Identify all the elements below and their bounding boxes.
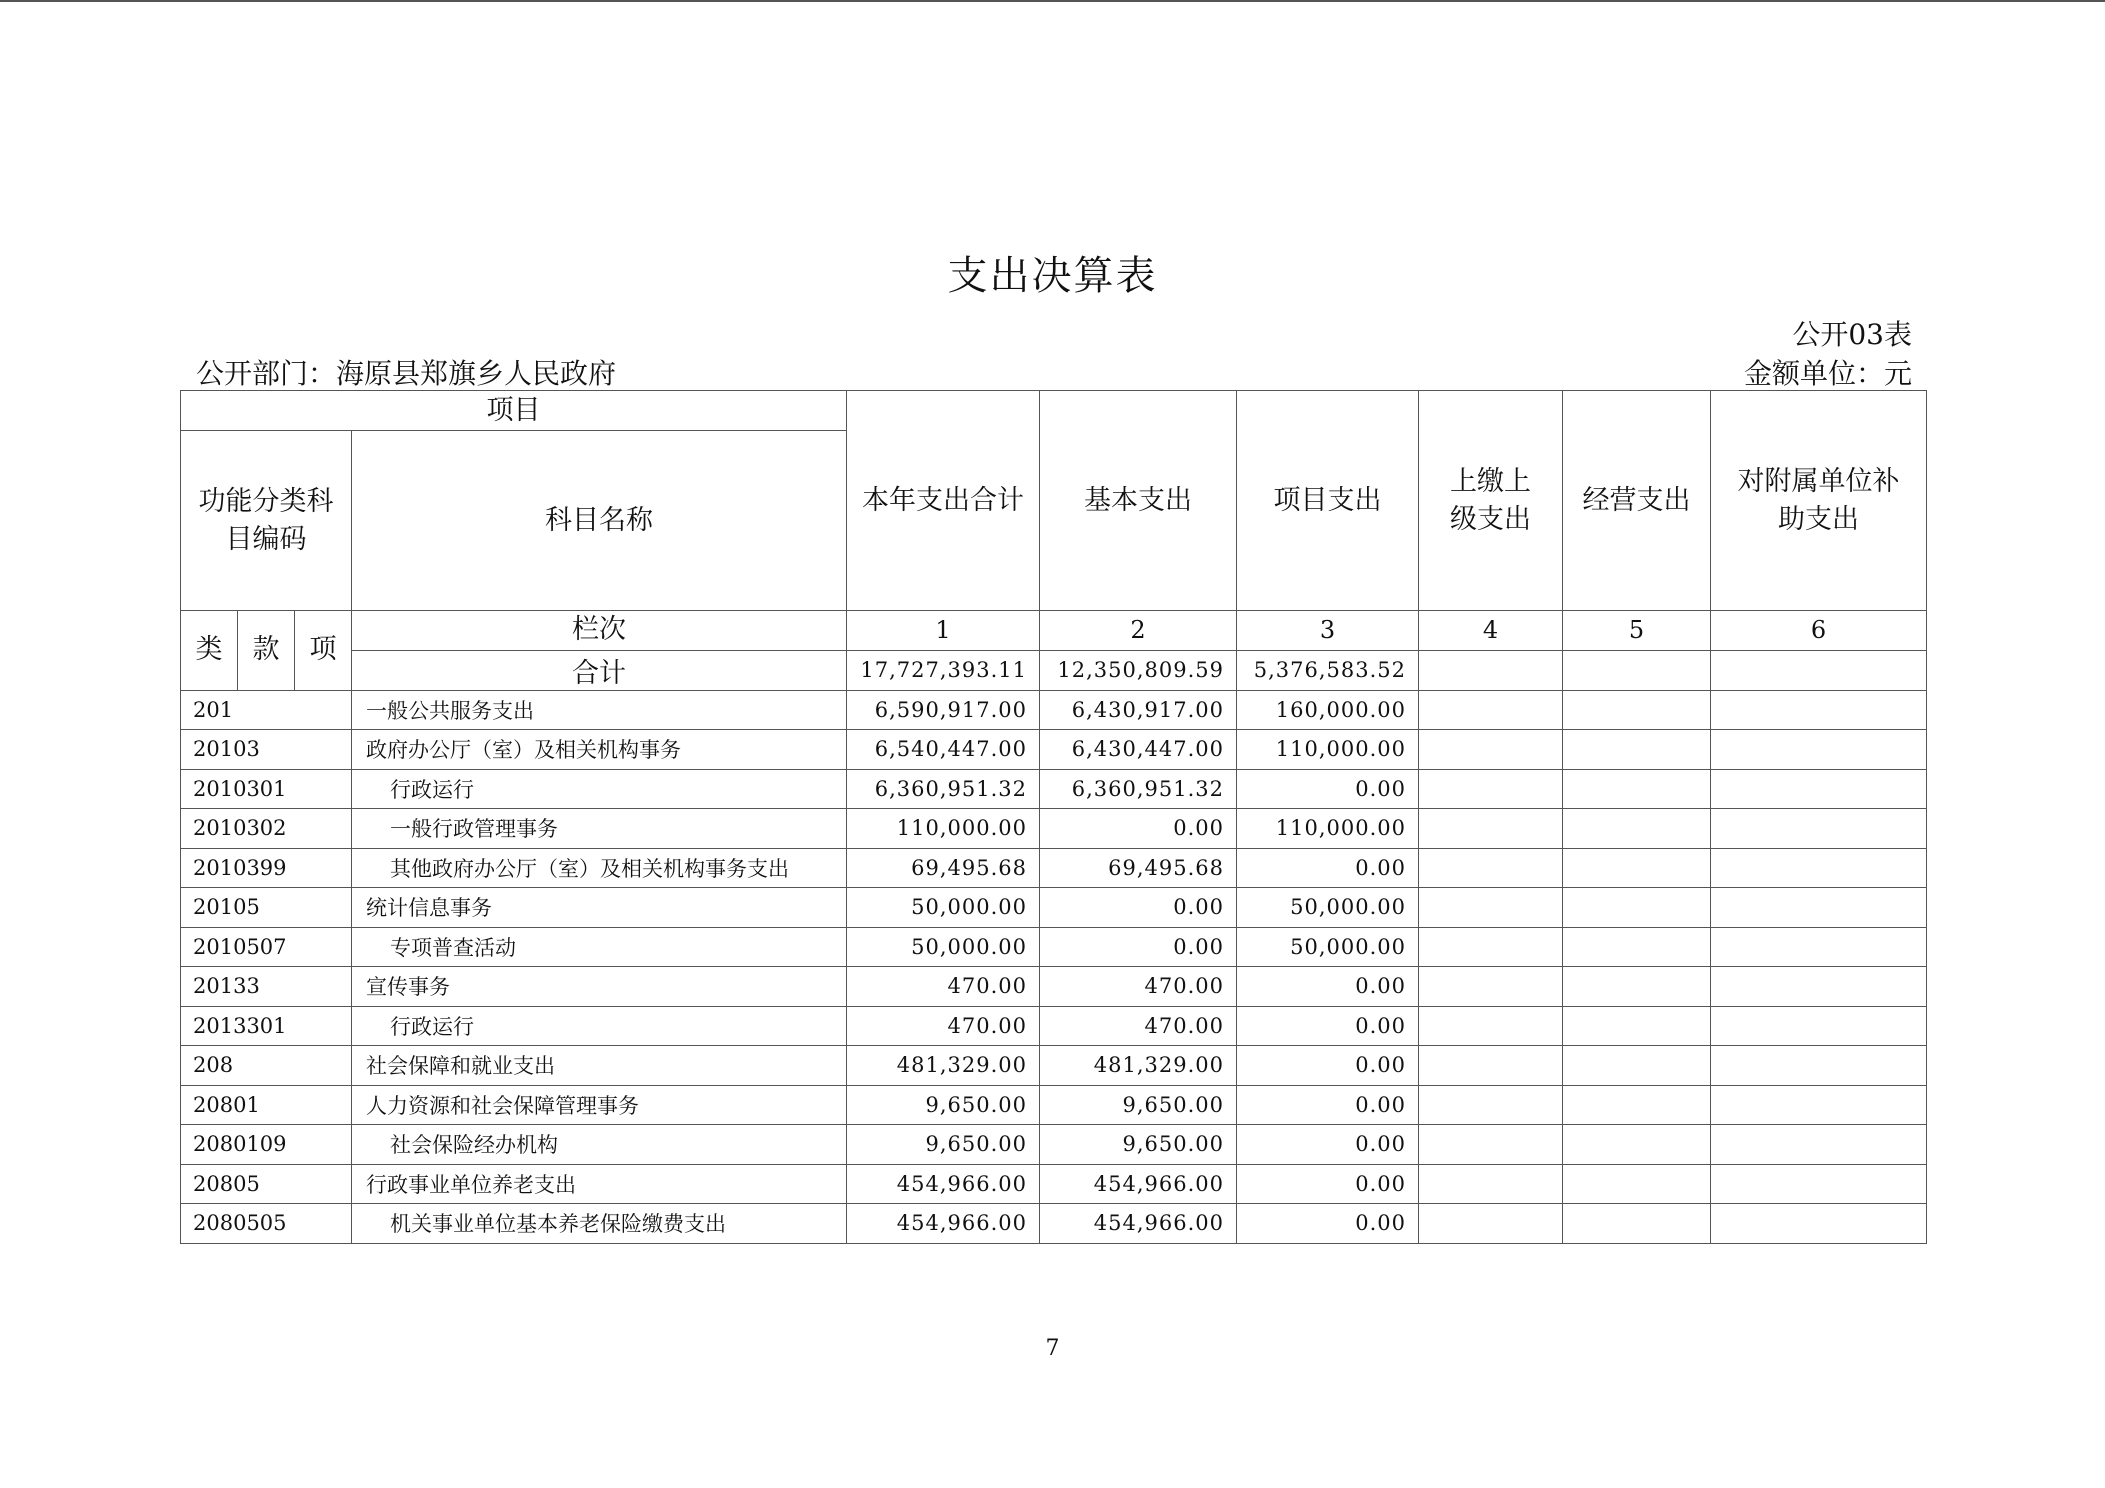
row-subject-name: 行政事业单位养老支出	[352, 1164, 847, 1204]
row-project: 50,000.00	[1237, 888, 1419, 928]
header-basic: 基本支出	[1040, 391, 1237, 611]
row-subject-name: 机关事业单位基本养老保险缴费支出	[352, 1204, 847, 1244]
row-project: 0.00	[1237, 1125, 1419, 1165]
row-project: 0.00	[1237, 1085, 1419, 1125]
total-amount: 17,727,393.11	[847, 650, 1040, 690]
row-project: 0.00	[1237, 848, 1419, 888]
row-project: 0.00	[1237, 1204, 1419, 1244]
row-basic: 470.00	[1040, 967, 1237, 1007]
row-business	[1563, 769, 1711, 809]
row-basic: 0.00	[1040, 888, 1237, 928]
row-subject-name: 政府办公厅（室）及相关机构事务	[352, 730, 847, 770]
row-business	[1563, 730, 1711, 770]
row-code: 2080109	[181, 1125, 352, 1165]
row-basic: 6,430,447.00	[1040, 730, 1237, 770]
row-upper	[1419, 1164, 1563, 1204]
row-total: 481,329.00	[847, 1046, 1040, 1086]
row-upper	[1419, 690, 1563, 730]
top-border-line	[0, 0, 2105, 2]
row-subject-name: 社会保险经办机构	[352, 1125, 847, 1165]
row-business	[1563, 1204, 1711, 1244]
row-total: 69,495.68	[847, 848, 1040, 888]
page-number: 7	[1045, 1336, 1060, 1361]
row-subject-name: 一般行政管理事务	[352, 809, 847, 849]
header-subsidy	[1711, 391, 1927, 611]
row-total: 470.00	[847, 967, 1040, 1007]
row-subject-name: 行政运行	[352, 1006, 847, 1046]
row-business	[1563, 690, 1711, 730]
table-row	[181, 730, 1927, 770]
row-subject-name: 一般公共服务支出	[352, 690, 847, 730]
row-upper	[1419, 967, 1563, 1007]
row-total: 110,000.00	[847, 809, 1040, 849]
row-project: 0.00	[1237, 1006, 1419, 1046]
row-subsidy	[1711, 1046, 1927, 1086]
header-func-code-text: 功能分类科目编码	[198, 485, 334, 555]
header-func-code	[181, 431, 352, 611]
row-basic: 454,966.00	[1040, 1164, 1237, 1204]
total-subsidy	[1711, 650, 1927, 690]
row-upper	[1419, 927, 1563, 967]
row-project: 160,000.00	[1237, 690, 1419, 730]
row-business	[1563, 927, 1711, 967]
row-total: 50,000.00	[847, 888, 1040, 928]
row-basic: 9,650.00	[1040, 1085, 1237, 1125]
row-basic: 0.00	[1040, 927, 1237, 967]
row-subject-name: 宣传事务	[352, 967, 847, 1007]
row-subsidy	[1711, 1204, 1927, 1244]
row-business	[1563, 888, 1711, 928]
row-code: 20805	[181, 1164, 352, 1204]
row-subject-name: 行政运行	[352, 769, 847, 809]
row-basic: 481,329.00	[1040, 1046, 1237, 1086]
table-row	[181, 927, 1927, 967]
table-row	[181, 1125, 1927, 1165]
header-upper-text: 上缴上级支出	[1450, 465, 1531, 535]
row-subject-name: 其他政府办公厅（室）及相关机构事务支出	[352, 848, 847, 888]
row-subsidy	[1711, 848, 1927, 888]
row-code: 20133	[181, 967, 352, 1007]
header-subsidy-text: 对附属单位补助支出	[1737, 465, 1900, 535]
row-subject-name: 人力资源和社会保障管理事务	[352, 1085, 847, 1125]
row-subsidy	[1711, 888, 1927, 928]
row-code: 2010302	[181, 809, 352, 849]
header-upper	[1419, 391, 1563, 611]
col-number: 3	[1237, 611, 1419, 651]
row-business	[1563, 809, 1711, 849]
row-upper	[1419, 1204, 1563, 1244]
row-project: 0.00	[1237, 1164, 1419, 1204]
row-business	[1563, 1006, 1711, 1046]
total-business	[1563, 650, 1711, 690]
row-project: 0.00	[1237, 1046, 1419, 1086]
row-subsidy	[1711, 809, 1927, 849]
row-upper	[1419, 848, 1563, 888]
department-label: 公开部门：海原县郑旗乡人民政府	[196, 357, 617, 390]
row-basic: 9,650.00	[1040, 1125, 1237, 1165]
row-subsidy	[1711, 1125, 1927, 1165]
row-subsidy	[1711, 730, 1927, 770]
row-total: 6,360,951.32	[847, 769, 1040, 809]
row-business	[1563, 1125, 1711, 1165]
row-project: 0.00	[1237, 769, 1419, 809]
row-upper	[1419, 888, 1563, 928]
row-total: 454,966.00	[847, 1204, 1040, 1244]
row-project: 110,000.00	[1237, 809, 1419, 849]
row-code: 2010399	[181, 848, 352, 888]
row-code: 2010301	[181, 769, 352, 809]
table-row	[181, 1204, 1927, 1244]
row-subsidy	[1711, 967, 1927, 1007]
row-business	[1563, 1085, 1711, 1125]
row-upper	[1419, 1006, 1563, 1046]
form-number: 公开03表	[1792, 318, 1912, 351]
header-xiang: 项	[295, 611, 352, 691]
table-row	[181, 809, 1927, 849]
row-business	[1563, 1164, 1711, 1204]
row-basic: 6,360,951.32	[1040, 769, 1237, 809]
col-number: 4	[1419, 611, 1563, 651]
header-item: 项目	[181, 391, 847, 431]
row-upper	[1419, 809, 1563, 849]
total-upper	[1419, 650, 1563, 690]
page-title: 支出决算表	[947, 253, 1158, 299]
table-row	[181, 1164, 1927, 1204]
row-total: 9,650.00	[847, 1125, 1040, 1165]
col-number: 5	[1563, 611, 1711, 651]
row-subsidy	[1711, 1164, 1927, 1204]
row-basic: 0.00	[1040, 809, 1237, 849]
table-row	[181, 1006, 1927, 1046]
amount-unit-label: 金额单位：元	[1743, 357, 1912, 390]
header-kuan: 款	[238, 611, 295, 691]
row-business	[1563, 1046, 1711, 1086]
row-upper	[1419, 1085, 1563, 1125]
row-total: 454,966.00	[847, 1164, 1040, 1204]
total-label: 合计	[352, 650, 847, 690]
table-row	[181, 888, 1927, 928]
table-row	[181, 1085, 1927, 1125]
row-code: 2010507	[181, 927, 352, 967]
table-row	[181, 690, 1927, 730]
row-upper	[1419, 730, 1563, 770]
row-total: 9,650.00	[847, 1085, 1040, 1125]
row-upper	[1419, 1046, 1563, 1086]
row-subsidy	[1711, 1085, 1927, 1125]
row-subject-name: 社会保障和就业支出	[352, 1046, 847, 1086]
header-project: 项目支出	[1237, 391, 1419, 611]
header-subject-name: 科目名称	[352, 431, 847, 611]
row-upper	[1419, 1125, 1563, 1165]
table-row	[181, 967, 1927, 1007]
row-code: 20105	[181, 888, 352, 928]
row-basic: 69,495.68	[1040, 848, 1237, 888]
row-code: 2013301	[181, 1006, 352, 1046]
header-total: 本年支出合计	[847, 391, 1040, 611]
row-upper	[1419, 769, 1563, 809]
row-code: 20103	[181, 730, 352, 770]
row-business	[1563, 967, 1711, 1007]
col-number: 6	[1711, 611, 1927, 651]
row-total: 6,590,917.00	[847, 690, 1040, 730]
header-lei: 类	[181, 611, 238, 691]
table-row	[181, 769, 1927, 809]
row-total: 6,540,447.00	[847, 730, 1040, 770]
row-project: 50,000.00	[1237, 927, 1419, 967]
row-code: 20801	[181, 1085, 352, 1125]
row-project: 110,000.00	[1237, 730, 1419, 770]
table-row	[181, 848, 1927, 888]
header-business: 经营支出	[1563, 391, 1711, 611]
row-basic: 454,966.00	[1040, 1204, 1237, 1244]
row-subsidy	[1711, 690, 1927, 730]
row-code: 2080505	[181, 1204, 352, 1244]
row-subject-name: 统计信息事务	[352, 888, 847, 928]
row-subsidy	[1711, 1006, 1927, 1046]
total-basic: 12,350,809.59	[1040, 650, 1237, 690]
table-row	[181, 1046, 1927, 1086]
row-subsidy	[1711, 927, 1927, 967]
row-basic: 6,430,917.00	[1040, 690, 1237, 730]
row-code: 208	[181, 1046, 352, 1086]
row-business	[1563, 848, 1711, 888]
row-basic: 470.00	[1040, 1006, 1237, 1046]
col-number: 2	[1040, 611, 1237, 651]
row-total: 50,000.00	[847, 927, 1040, 967]
header-lanci: 栏次	[352, 611, 847, 651]
total-project: 5,376,583.52	[1237, 650, 1419, 690]
row-subsidy	[1711, 769, 1927, 809]
row-total: 470.00	[847, 1006, 1040, 1046]
row-subject-name: 专项普查活动	[352, 927, 847, 967]
row-project: 0.00	[1237, 967, 1419, 1007]
row-code: 201	[181, 690, 352, 730]
col-number: 1	[847, 611, 1040, 651]
expenditure-table	[180, 390, 1927, 1244]
